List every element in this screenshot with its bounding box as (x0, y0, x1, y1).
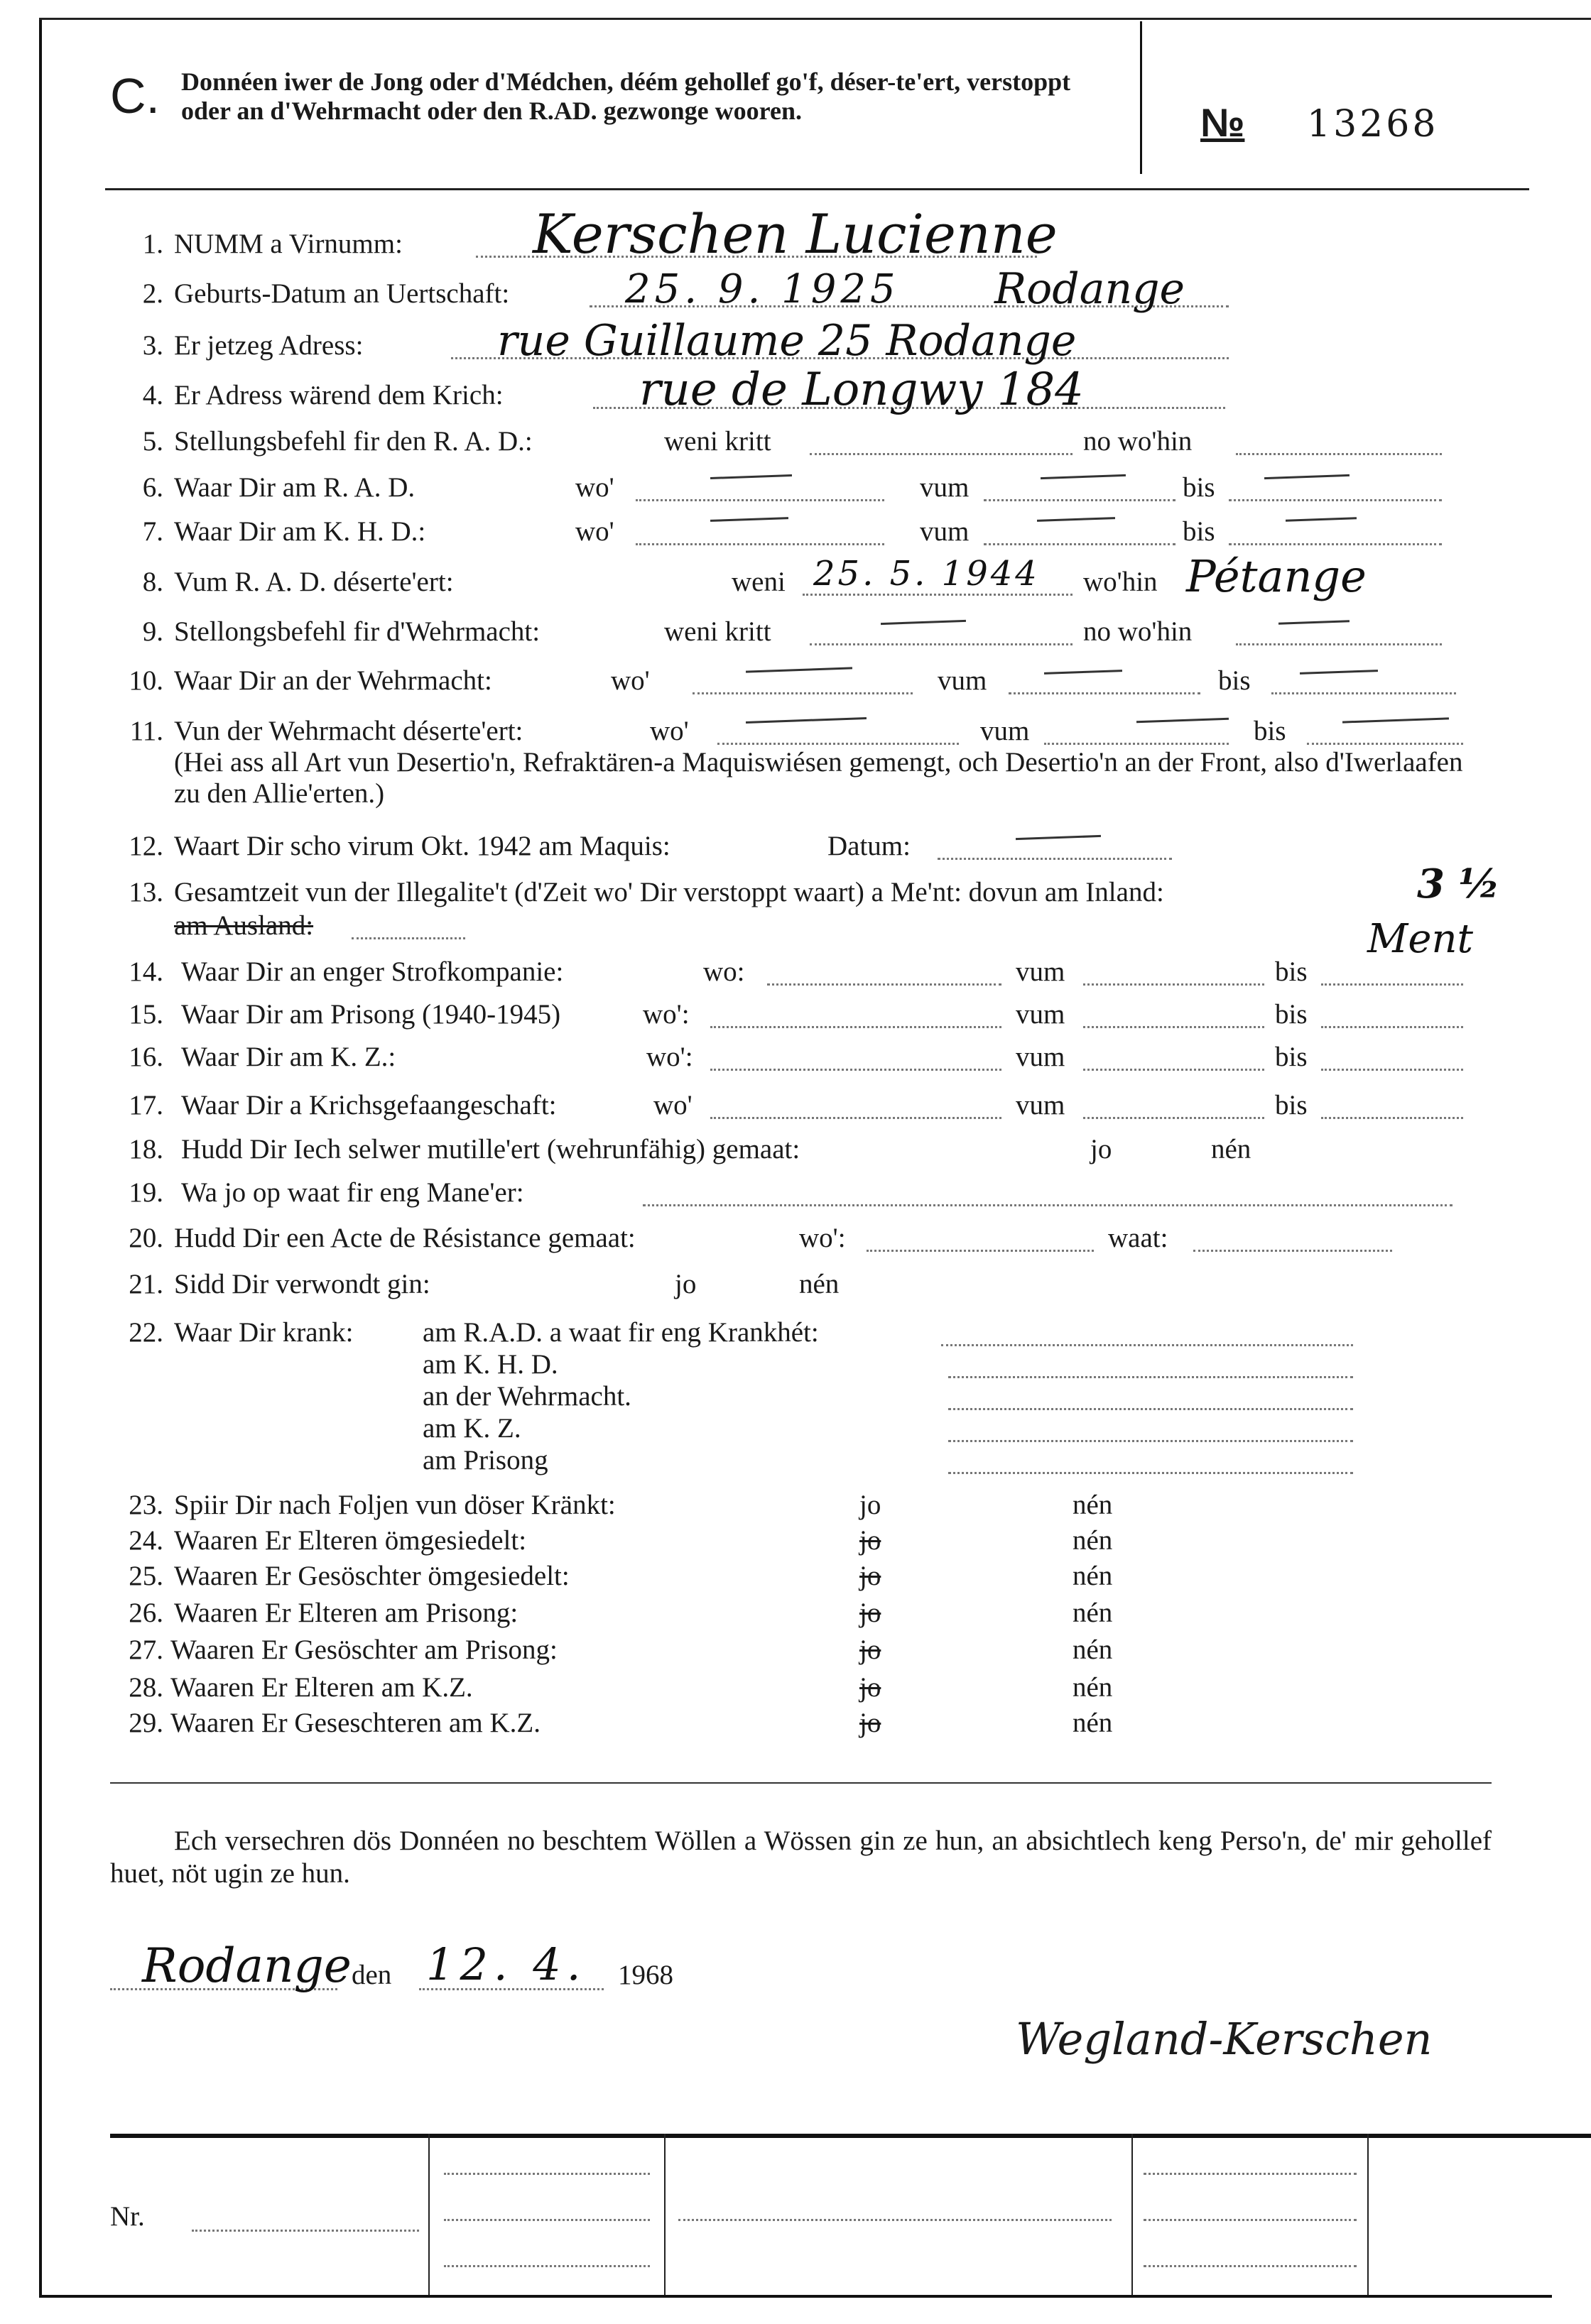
field-27-no[interactable]: nén (1073, 1635, 1113, 1665)
field-11-number: 11. (129, 716, 163, 746)
field-2-label: Geburts-Datum an Uertschaft: (174, 278, 510, 309)
number-sign: № (1200, 100, 1245, 145)
field-9-where-line[interactable] (1236, 643, 1442, 645)
frame-left-edge (39, 18, 42, 2297)
field-11-where-line[interactable] (717, 743, 959, 745)
field-16-label: Waar Dir am K. Z.: (181, 1042, 396, 1072)
field-16-to-label: bis (1275, 1042, 1308, 1072)
nr-table-col-2 (664, 2134, 666, 2297)
nr-table-top-rule (110, 2134, 1591, 2138)
field-4-number: 4. (142, 380, 163, 410)
field-17-from-label: vum (1016, 1090, 1065, 1120)
field-17-where-line[interactable] (710, 1117, 1001, 1119)
field-20-where-line[interactable] (867, 1250, 1094, 1252)
field-28-label: Waaren Er Elteren am K.Z. (170, 1672, 473, 1703)
field-17-where-label: wo' (653, 1090, 693, 1120)
nr-cell-1-line-1[interactable] (444, 2173, 650, 2175)
field-14-to-label: bis (1275, 956, 1308, 987)
field-14-to-line[interactable] (1321, 983, 1463, 986)
field-29-no[interactable]: nén (1073, 1708, 1113, 1738)
field-28-number: 28. (129, 1672, 163, 1703)
field-10-from-label: vum (938, 665, 987, 696)
section-letter: C. (110, 68, 160, 124)
field-11-note: (Hei ass all Art vun Desertio'n, Refraktären-a Maquiswiésen gemengt, och Desertio'n an der Front, also d'Iwerlaafen zu den Allie'erten.) (174, 747, 1463, 809)
field-18-label: Hudd Dir Iech selwer mutille'ert (wehrunfähig) gemaat: (181, 1134, 800, 1164)
field-17-to-label: bis (1275, 1090, 1308, 1120)
field-18-number: 18. (129, 1134, 163, 1164)
field-29-yes[interactable]: jo (859, 1708, 881, 1738)
field-20-number: 20. (129, 1223, 163, 1253)
field-9-label: Stellongsbefehl fir d'Wehrmacht: (174, 616, 541, 647)
field-10-label: Waar Dir an der Wehrmacht: (174, 665, 492, 696)
field-1-value[interactable]: Kerschen Lucienne (533, 202, 1058, 266)
field-25-label: Waaren Er Gesöschter ömgesiedelt: (174, 1561, 570, 1591)
field-15-where-line[interactable] (710, 1026, 1001, 1028)
form-number: 13268 (1307, 103, 1439, 146)
field-22-label: Waar Dir krank: (174, 1317, 354, 1348)
field-15-to-line[interactable] (1321, 1026, 1463, 1028)
field-28-no[interactable]: nén (1073, 1672, 1113, 1703)
field-22-sub-rad: am R.A.D. a waat fir eng Krankhét: (423, 1317, 819, 1348)
field-12-number: 12. (129, 831, 163, 861)
signature: Wegland-Kerschen (1016, 2013, 1433, 2065)
field-2-place-value[interactable]: Rodange (994, 264, 1185, 314)
field-6-number: 6. (142, 472, 163, 503)
place-value[interactable]: Rodange (142, 1938, 352, 1993)
field-28-yes[interactable]: jo (859, 1672, 881, 1703)
field-19-label: Wa jo op waat fir eng Mane'er: (181, 1177, 524, 1208)
field-11-from-line[interactable] (1044, 743, 1229, 745)
field-29-label: Waaren Er Geseschteren am K.Z. (170, 1708, 541, 1738)
field-24-yes[interactable]: jo (859, 1525, 881, 1556)
nr-table-col-1 (428, 2134, 430, 2297)
field-25-no[interactable]: nén (1073, 1561, 1113, 1591)
field-22-kz-line[interactable] (948, 1440, 1353, 1442)
field-1-label: NUMM a Virnumm: (174, 229, 403, 259)
field-22-sub-wehrmacht: an der Wehrmacht. (423, 1381, 631, 1412)
field-13-abroad-line[interactable] (352, 937, 465, 939)
field-13-label: Gesamtzeit vun der Illegalite't (d'Zeit wo' Dir verstoppt waart) a Me'nt: dovun am Inland: (174, 877, 1164, 907)
field-17-number: 17. (129, 1090, 163, 1120)
field-21-no[interactable]: nén (799, 1269, 840, 1299)
field-16-from-label: vum (1016, 1042, 1065, 1072)
field-6-where-label: wo' (575, 472, 614, 503)
field-14-label: Waar Dir an enger Strofkompanie: (181, 956, 564, 987)
field-11-label: Vun der Wehrmacht déserte'ert: (174, 716, 523, 746)
footer-rule (110, 1782, 1492, 1784)
field-24-no[interactable]: nén (1073, 1525, 1113, 1556)
field-15-from-label: vum (1016, 999, 1065, 1030)
field-22-sub-prisong: am Prisong (423, 1445, 548, 1475)
field-10-where-label: wo' (611, 665, 650, 696)
nr-line[interactable] (192, 2230, 419, 2232)
field-14-from-label: vum (1016, 956, 1065, 987)
field-22-sub-kz: am K. Z. (423, 1413, 521, 1444)
field-18-yes[interactable]: jo (1090, 1134, 1112, 1164)
field-26-yes[interactable]: jo (859, 1598, 881, 1628)
field-6-where-line[interactable] (636, 499, 884, 501)
field-8-when-line[interactable] (803, 594, 1073, 596)
field-12-date-line[interactable] (938, 858, 1172, 860)
field-24-label: Waaren Er Elteren ömgesiedelt: (174, 1525, 527, 1556)
field-3-value[interactable]: rue Guillaume 25 Rodange (497, 316, 1077, 366)
field-5-label: Stellungsbefehl fir den R. A. D.: (174, 426, 533, 457)
field-9-when-line[interactable] (810, 643, 1073, 645)
field-3-number: 3. (142, 330, 163, 361)
field-17-label: Waar Dir a Krichsgefaangeschaft: (181, 1090, 557, 1120)
field-11-from-label: vum (980, 716, 1030, 746)
field-14-where-label: wo: (703, 956, 745, 987)
den-label: den (352, 1960, 392, 1990)
declaration-text: Ech versechren dös Donnéen no beschtem Wöllen a Wössen gin ze hun, an absichtlech keng Perso'n, de' mir gehollef huet, nöt ugin ze hun. (110, 1826, 1492, 1889)
field-4-label: Er Adress wärend dem Krich: (174, 380, 504, 410)
field-14-number: 14. (129, 956, 163, 987)
field-23-no[interactable]: nén (1073, 1490, 1113, 1520)
field-2-number: 2. (142, 278, 163, 309)
field-11-where-label: wo' (650, 716, 689, 746)
field-22-wehrmacht-line[interactable] (948, 1408, 1353, 1410)
nr-label: Nr. (110, 2201, 145, 2232)
field-22-prisong-line[interactable] (948, 1472, 1353, 1474)
field-16-where-line[interactable] (710, 1069, 1001, 1071)
field-6-to-label: bis (1183, 472, 1215, 503)
nr-cell-3-line-3[interactable] (1144, 2265, 1357, 2267)
field-10-from-line[interactable] (1009, 692, 1200, 694)
field-25-number: 25. (129, 1561, 163, 1591)
field-4-value[interactable]: rue de Longwy 184 (639, 364, 1084, 416)
field-7-from-line[interactable] (984, 543, 1175, 545)
field-27-label: Waaren Er Gesöschter am Prisong: (170, 1635, 558, 1665)
nr-cell-3-line-1[interactable] (1144, 2173, 1357, 2175)
field-15-where-label: wo': (643, 999, 690, 1030)
field-6-from-line[interactable] (984, 499, 1175, 501)
field-7-label: Waar Dir am K. H. D.: (174, 516, 426, 547)
field-16-from-line[interactable] (1083, 1069, 1264, 1071)
field-16-number: 16. (129, 1042, 163, 1072)
field-3-label: Er jetzeg Adress: (174, 330, 364, 361)
field-25-yes[interactable]: jo (859, 1561, 881, 1591)
field-29-number: 29. (129, 1708, 163, 1738)
field-15-from-line[interactable] (1083, 1026, 1264, 1028)
field-1-number: 1. (142, 229, 163, 259)
field-21-number: 21. (129, 1269, 163, 1299)
year-text: 1968 (618, 1960, 673, 1990)
field-20-what-line[interactable] (1193, 1250, 1392, 1252)
field-7-to-line[interactable] (1229, 543, 1442, 545)
frame-top-edge (39, 18, 1591, 20)
field-24-number: 24. (129, 1525, 163, 1556)
field-10-number: 10. (129, 665, 163, 696)
field-14-where-line[interactable] (767, 983, 1001, 986)
field-23-yes[interactable]: jo (859, 1490, 881, 1520)
field-8-label: Vum R. A. D. déserte'ert: (174, 567, 454, 597)
field-13-inland-number[interactable]: 3 ½ (1417, 861, 1500, 907)
nr-table-col-3 (1131, 2134, 1133, 2297)
field-22-number: 22. (129, 1317, 163, 1348)
field-8-when-value[interactable]: 25. 5. 1944 (813, 554, 1040, 594)
field-8-when-label: weni (732, 567, 786, 597)
field-16-where-label: wo': (646, 1042, 693, 1072)
field-26-number: 26. (129, 1598, 163, 1628)
field-7-to-label: bis (1183, 516, 1215, 547)
nr-cell-1-line-2[interactable] (444, 2219, 650, 2221)
field-19-number: 19. (129, 1177, 163, 1208)
frame-bottom-edge (39, 2295, 1552, 2298)
field-9-where-label: no wo'hin (1083, 616, 1193, 647)
field-15-label: Waar Dir am Prisong (1940-1945) (181, 999, 561, 1030)
field-7-where-line[interactable] (636, 543, 884, 545)
field-21-yes[interactable]: jo (675, 1269, 697, 1299)
nr-cell-1-line-3[interactable] (444, 2265, 650, 2267)
field-12-label: Waart Dir scho virum Okt. 1942 am Maquis: (174, 831, 670, 861)
field-7-number: 7. (142, 516, 163, 547)
field-15-number: 15. (129, 999, 163, 1030)
field-10-to-label: bis (1218, 665, 1251, 696)
field-22-rad-line[interactable] (941, 1344, 1353, 1346)
field-13-abroad-label: am Ausland: (174, 910, 314, 941)
nr-table-col-4 (1367, 2134, 1369, 2297)
field-22-sub-khd: am K. H. D. (423, 1349, 558, 1380)
field-8-where-value[interactable]: Pétange (1186, 550, 1367, 602)
field-10-where-line[interactable] (693, 692, 913, 694)
field-7-where-label: wo' (575, 516, 614, 547)
field-23-number: 23. (129, 1490, 163, 1520)
section-title: Donnéen iwer de Jong oder d'Médchen, déém gehollef go'f, déser-te'ert, verstoppt oder an d'Wehrmacht oder den R.AD. gezwonge wooren. (181, 67, 1071, 125)
field-13-inland-unit[interactable]: Ment (1367, 916, 1474, 962)
field-11-to-label: bis (1254, 716, 1286, 746)
field-8-number: 8. (142, 567, 163, 597)
field-12-date-label: Datum: (827, 831, 911, 861)
field-17-from-line[interactable] (1083, 1117, 1264, 1119)
field-26-label: Waaren Er Elteren am Prisong: (174, 1598, 518, 1628)
field-23-label: Spiir Dir nach Foljen vun döser Kränkt: (174, 1490, 616, 1520)
field-7-from-label: vum (920, 516, 970, 547)
field-9-when-label: weni kritt (664, 616, 771, 647)
field-27-number: 27. (129, 1635, 163, 1665)
field-15-to-label: bis (1275, 999, 1308, 1030)
field-20-label: Hudd Dir een Acte de Résistance gemaat: (174, 1223, 636, 1253)
date-value[interactable]: 12. 4. (426, 1938, 587, 1990)
field-2-date-value[interactable]: 25. 9. 1925 (625, 266, 900, 312)
field-20-what-label: waat: (1108, 1223, 1168, 1253)
field-21-label: Sidd Dir verwondt gin: (174, 1269, 430, 1299)
field-17-to-line[interactable] (1321, 1117, 1463, 1119)
field-19-line[interactable] (643, 1204, 1452, 1206)
field-16-to-line[interactable] (1321, 1069, 1463, 1071)
field-5-number: 5. (142, 426, 163, 457)
header-rule (105, 188, 1529, 190)
nr-cell-2-line[interactable] (678, 2219, 1112, 2221)
field-8-where-label: wo'hin (1083, 567, 1158, 597)
field-10-to-line[interactable] (1271, 692, 1456, 694)
field-18-no[interactable]: nén (1211, 1134, 1251, 1164)
field-27-yes[interactable]: jo (859, 1635, 881, 1665)
field-22-khd-line[interactable] (948, 1376, 1353, 1378)
field-9-number: 9. (142, 616, 163, 647)
field-5-when-label: weni kritt (664, 426, 771, 457)
field-26-no[interactable]: nén (1073, 1598, 1113, 1628)
field-5-where-label: no wo'hin (1083, 426, 1193, 457)
nr-cell-3-line-2[interactable] (1144, 2219, 1357, 2221)
field-11-to-line[interactable] (1307, 743, 1463, 745)
field-20-where-label: wo': (799, 1223, 846, 1253)
header-divider (1140, 21, 1142, 174)
field-6-from-label: vum (920, 472, 970, 503)
field-6-label: Waar Dir am R. A. D. (174, 472, 416, 503)
field-14-from-line[interactable] (1083, 983, 1264, 986)
field-5-when-line[interactable] (810, 453, 1073, 455)
field-13-number: 13. (129, 877, 163, 907)
field-5-where-line[interactable] (1236, 453, 1442, 455)
field-6-to-line[interactable] (1229, 499, 1442, 501)
